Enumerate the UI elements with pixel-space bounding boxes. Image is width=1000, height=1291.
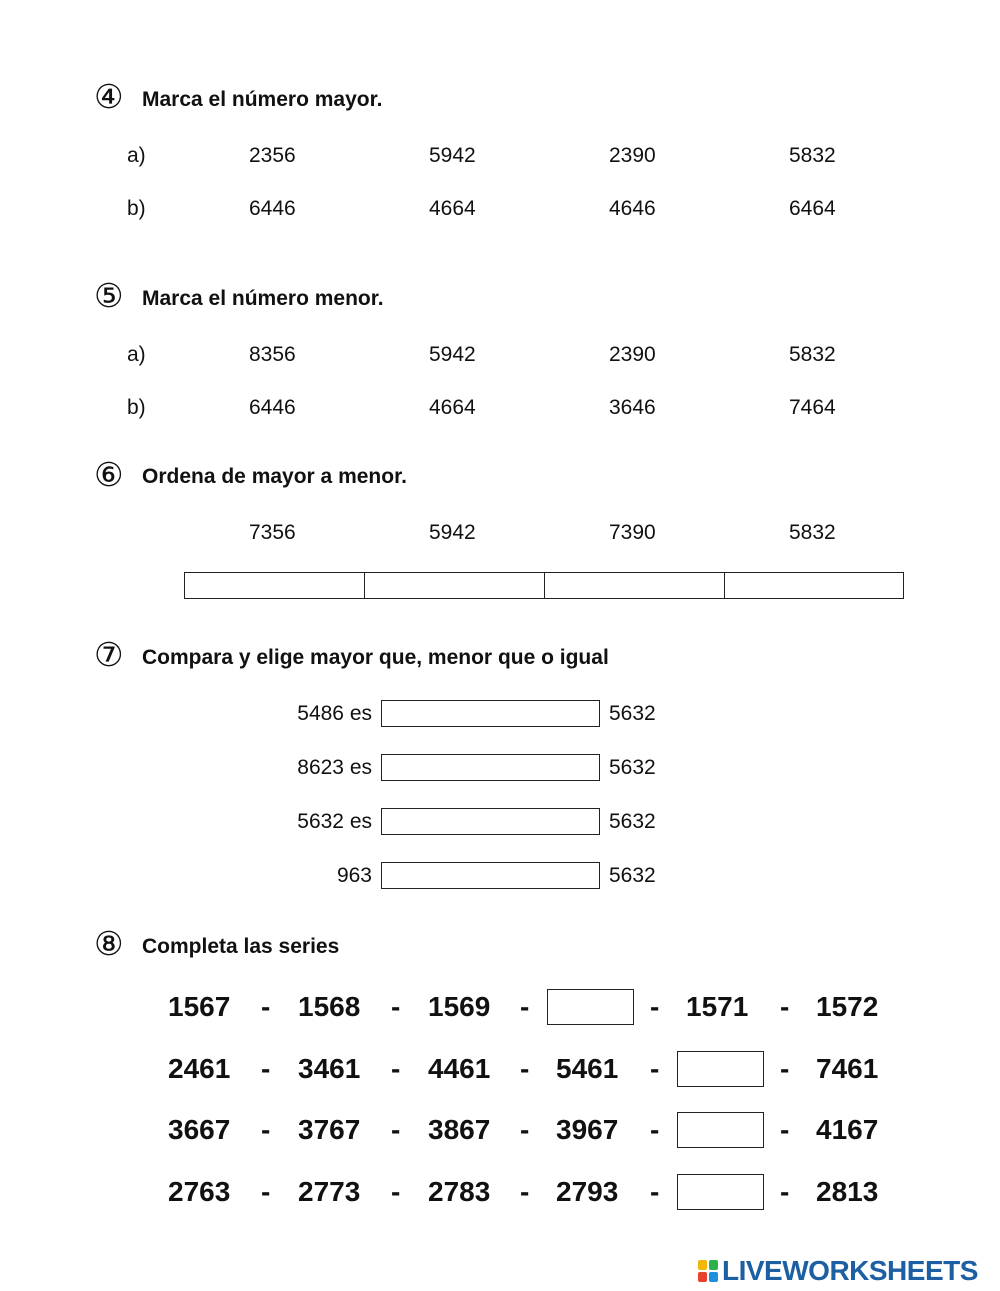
series-separator: - bbox=[780, 1114, 790, 1145]
series-separator: - bbox=[650, 1053, 660, 1084]
series-separator: - bbox=[261, 1114, 271, 1145]
s5-a-option[interactable]: 2390 bbox=[609, 343, 656, 366]
compare-left-value: 8623 es bbox=[297, 756, 372, 779]
section-7-number: ⑦ bbox=[94, 635, 124, 674]
series-separator: - bbox=[391, 991, 401, 1022]
series-separator: - bbox=[650, 1176, 660, 1207]
series-separator: - bbox=[780, 991, 790, 1022]
series-separator: - bbox=[780, 1176, 790, 1207]
compare-answer-box[interactable] bbox=[381, 862, 600, 889]
s5-a-option[interactable]: 5942 bbox=[429, 343, 476, 366]
section-5-number: ⑤ bbox=[94, 276, 124, 315]
series-answer-box[interactable] bbox=[677, 1112, 764, 1148]
s4-a-option[interactable]: 5832 bbox=[789, 144, 836, 167]
series-number: 2461 bbox=[168, 1053, 231, 1084]
s5-row-b-label: b) bbox=[127, 396, 146, 419]
s6-value: 5832 bbox=[789, 521, 836, 544]
s6-value: 7356 bbox=[249, 521, 296, 544]
series-number: 3967 bbox=[556, 1114, 619, 1145]
series-number: 7461 bbox=[816, 1053, 879, 1084]
compare-left-value: 5486 es bbox=[297, 702, 372, 725]
order-answer-box-1[interactable] bbox=[184, 572, 365, 599]
series-separator: - bbox=[520, 1114, 530, 1145]
section-8-title: Completa las series bbox=[142, 935, 340, 958]
series-number: 3667 bbox=[168, 1114, 231, 1145]
series-number: 3767 bbox=[298, 1114, 361, 1145]
section-5-title: Marca el número menor. bbox=[142, 287, 384, 310]
section-8-number: ⑧ bbox=[94, 924, 124, 963]
series-separator: - bbox=[261, 991, 271, 1022]
series-separator: - bbox=[520, 991, 530, 1022]
s4-b-option[interactable]: 4646 bbox=[609, 197, 656, 220]
order-answer-box-3[interactable] bbox=[544, 572, 725, 599]
series-answer-box[interactable] bbox=[547, 989, 634, 1025]
liveworksheets-logo-icon bbox=[697, 1259, 719, 1283]
series-number: 1571 bbox=[686, 991, 749, 1022]
compare-right-value: 5632 bbox=[609, 756, 656, 779]
series-number: 4461 bbox=[428, 1053, 491, 1084]
s5-b-option[interactable]: 7464 bbox=[789, 396, 836, 419]
s5-b-option[interactable]: 4664 bbox=[429, 396, 476, 419]
series-number: 2813 bbox=[816, 1176, 879, 1207]
s6-value: 7390 bbox=[609, 521, 656, 544]
series-separator: - bbox=[391, 1114, 401, 1145]
s4-a-option[interactable]: 2356 bbox=[249, 144, 296, 167]
series-number: 3461 bbox=[298, 1053, 361, 1084]
compare-answer-box[interactable] bbox=[381, 700, 600, 727]
s4-row-b-label: b) bbox=[127, 197, 146, 220]
section-7-title: Compara y elige mayor que, menor que o igual bbox=[142, 646, 609, 669]
series-separator: - bbox=[261, 1053, 271, 1084]
series-number: 2783 bbox=[428, 1176, 491, 1207]
series-number: 3867 bbox=[428, 1114, 491, 1145]
s5-row-a-label: a) bbox=[127, 343, 146, 366]
s4-b-option[interactable]: 6464 bbox=[789, 197, 836, 220]
s4-b-option[interactable]: 6446 bbox=[249, 197, 296, 220]
s4-b-option[interactable]: 4664 bbox=[429, 197, 476, 220]
series-separator: - bbox=[261, 1176, 271, 1207]
series-number: 1569 bbox=[428, 991, 491, 1022]
series-number: 5461 bbox=[556, 1053, 619, 1084]
s6-value: 5942 bbox=[429, 521, 476, 544]
compare-right-value: 5632 bbox=[609, 864, 656, 887]
section-6-title: Ordena de mayor a menor. bbox=[142, 465, 407, 488]
series-separator: - bbox=[520, 1053, 530, 1084]
series-number: 1568 bbox=[298, 991, 361, 1022]
series-separator: - bbox=[650, 1114, 660, 1145]
compare-left-value: 5632 es bbox=[297, 810, 372, 833]
section-4-title: Marca el número mayor. bbox=[142, 88, 383, 111]
series-number: 4167 bbox=[816, 1114, 879, 1145]
series-number: 2793 bbox=[556, 1176, 619, 1207]
compare-answer-box[interactable] bbox=[381, 808, 600, 835]
series-number: 1572 bbox=[816, 991, 879, 1022]
compare-right-value: 5632 bbox=[609, 810, 656, 833]
logo-text: LIVEWORKSHEETS bbox=[722, 1255, 978, 1286]
s4-row-a-label: a) bbox=[127, 144, 146, 167]
series-number: 2773 bbox=[298, 1176, 361, 1207]
series-number: 1567 bbox=[168, 991, 231, 1022]
series-separator: - bbox=[391, 1053, 401, 1084]
s5-b-option[interactable]: 6446 bbox=[249, 396, 296, 419]
series-answer-box[interactable] bbox=[677, 1051, 764, 1087]
series-separator: - bbox=[650, 991, 660, 1022]
compare-right-value: 5632 bbox=[609, 702, 656, 725]
s5-b-option[interactable]: 3646 bbox=[609, 396, 656, 419]
series-separator: - bbox=[780, 1053, 790, 1084]
series-separator: - bbox=[391, 1176, 401, 1207]
series-number: 2763 bbox=[168, 1176, 231, 1207]
compare-left-value: 963 bbox=[336, 864, 372, 887]
s5-a-option[interactable]: 8356 bbox=[249, 343, 296, 366]
series-separator: - bbox=[520, 1176, 530, 1207]
s4-a-option[interactable]: 2390 bbox=[609, 144, 656, 167]
order-answer-box-4[interactable] bbox=[724, 572, 904, 599]
section-6-number: ⑥ bbox=[94, 455, 124, 494]
s5-a-option[interactable]: 5832 bbox=[789, 343, 836, 366]
section-4-number: ④ bbox=[94, 77, 124, 116]
s4-a-option[interactable]: 5942 bbox=[429, 144, 476, 167]
order-answer-box-2[interactable] bbox=[364, 572, 545, 599]
compare-answer-box[interactable] bbox=[381, 754, 600, 781]
series-answer-box[interactable] bbox=[677, 1174, 764, 1210]
liveworksheets-logo[interactable] bbox=[697, 1256, 978, 1286]
